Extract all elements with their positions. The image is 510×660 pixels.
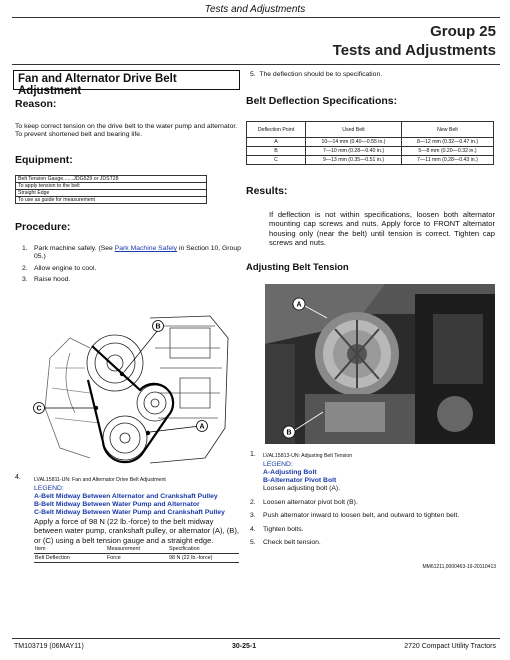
list-item <box>22 276 242 284</box>
table-header: Used Belt <box>306 122 402 138</box>
step-text: Raise hood. <box>34 276 71 284</box>
step-number: 5. <box>250 71 256 78</box>
header-rule <box>12 17 500 18</box>
list-item <box>22 265 242 273</box>
loosen-adjusting-bolt-text: Loosen adjusting bolt (A). <box>263 485 341 492</box>
section-title-box <box>13 70 240 97</box>
table-cell: Belt Deflection <box>35 555 70 561</box>
step-text: Push alternator inward to loosen belt, and outward to tighten belt. <box>263 512 460 520</box>
section-title: Fan and Alternator Drive Belt Adjustment <box>18 73 177 97</box>
adjust-steps <box>250 499 496 548</box>
title-rule <box>12 64 500 65</box>
list-item <box>22 245 242 262</box>
step-text: Check belt tension. <box>263 539 321 547</box>
step-number: 4. <box>15 474 21 481</box>
callout-b: B <box>155 323 161 331</box>
callout-c: C <box>36 405 42 413</box>
legend-item: C-Belt Midway Between Water Pump and Crankshaft Pulley <box>34 509 225 516</box>
equipment-use: To apply tension to the belt <box>16 183 207 190</box>
step-text <box>34 245 242 262</box>
step-text: Allow engine to cool. <box>34 264 97 272</box>
table-header: New Belt <box>402 122 494 138</box>
legend-title: LEGEND: <box>34 485 64 492</box>
engine-belt-diagram <box>30 308 235 468</box>
running-header: Tests and Adjustments <box>204 4 306 15</box>
table-cell: Force <box>107 555 121 561</box>
group-title: Tests and Adjustments <box>332 42 496 59</box>
equipment-name: Straight Edge <box>16 190 207 197</box>
step-number: 2. <box>250 499 256 506</box>
list-item <box>250 526 496 534</box>
table-row <box>247 156 494 165</box>
table-cell: 7—11 mm (0.28—0.43 in.) <box>402 156 494 165</box>
adjust-heading: Adjusting Belt Tension <box>246 262 349 273</box>
legend-title: LEGEND: <box>263 461 293 468</box>
legend-item: A-Belt Midway Between Alternator and Crankshaft Pulley <box>34 493 218 500</box>
engine-drawing <box>30 308 235 468</box>
table-cell: 9—13 mm (0.35—0.51 in.) <box>306 156 402 165</box>
table-header: Specification <box>169 546 200 552</box>
callout-b: B <box>286 429 292 437</box>
belt-deflection-spec-table <box>246 121 494 165</box>
step-number: 2. <box>22 264 28 272</box>
step-number: 5. <box>250 539 256 547</box>
reason-text: To keep correct tension on the drive belt to the water pump and alternator. To prevent shortened belt and bearing life. <box>15 123 238 139</box>
table-cell: B <box>247 147 306 156</box>
table-cell: 5—8 mm (0.20—0.32 in.) <box>402 147 494 156</box>
legend-item: B-Alternator Pivot Bolt <box>263 477 337 484</box>
footer-page-number: 30-25-1 <box>232 643 257 650</box>
table-row <box>247 147 494 156</box>
footer-product: 2720 Compact Utility Tractors <box>404 643 496 650</box>
procedure-steps <box>22 245 242 285</box>
figure-caption: LVAL15813-UN: Adjusting Belt Tension <box>263 453 353 459</box>
table-header: Item <box>35 546 46 552</box>
legend-item: A-Adjusting Bolt <box>263 469 317 476</box>
list-item <box>250 512 496 520</box>
alternator-photo-image <box>265 284 495 444</box>
table-header: Deflection Point <box>247 122 306 138</box>
step-text: Tighten bolts. <box>263 525 304 533</box>
step-number: 3. <box>22 276 28 284</box>
table-cell: 98 N (22 lb.-force) <box>169 555 213 561</box>
equipment-name: Belt Tension Gauge.......JDG529 or JDST28 <box>16 176 207 183</box>
equipment-table <box>15 175 207 204</box>
step-number: 4. <box>250 525 256 533</box>
results-text: If deflection is not within specifications, loosen both alternator mounting cap screws and nuts. Apply force to FRONT alternator housing only (near the belt) until tension is correct. Tighten cap screws and nuts. <box>269 210 495 248</box>
spec-heading: Belt Deflection Specifications: <box>246 95 398 107</box>
table-row <box>247 138 494 147</box>
table-cell: 10—14 mm (0.40—0.55 in.) <box>306 138 402 147</box>
reason-heading: Reason: <box>15 98 57 110</box>
callout-a: A <box>199 423 205 431</box>
alternator-photo <box>265 284 495 444</box>
step-5-deflection <box>250 71 382 79</box>
figure-caption: LVAL15811-UN: Fan and Alternator Drive Belt Adjustment <box>34 477 166 483</box>
table-cell: C <box>247 156 306 165</box>
table-cell: 8—12 mm (0.32—0.47 in.) <box>402 138 494 147</box>
step-number: 1. <box>250 451 256 458</box>
step-text-pre: Park machine safely. (See <box>34 245 115 252</box>
list-item <box>250 539 496 547</box>
step-text: The deflection should be to specification. <box>259 71 383 78</box>
force-spec-table <box>34 545 239 563</box>
callout-a: A <box>296 301 302 309</box>
document-id: MM61211,0000463-19-20110413 <box>422 564 496 570</box>
legend-item: B-Belt Midway Between Water Pump and Alternator <box>34 501 200 508</box>
footer-rule <box>12 638 500 639</box>
step-number: 3. <box>250 512 256 520</box>
step4-text: Apply a force of 98 N (22 lb.-force) to the belt midway between water pump, crankshaft pulley, or alternator (A), (B), or (C) using a belt tension gauge and a straight edge. <box>34 517 239 545</box>
table-header: Measurement <box>107 546 140 552</box>
step-number: 1. <box>22 245 28 252</box>
procedure-heading: Procedure: <box>15 221 71 233</box>
list-item <box>250 499 496 507</box>
equipment-use: To use as guide for measurement <box>16 197 207 204</box>
results-heading: Results: <box>246 185 288 197</box>
step-text-post: in Section 10, Group 05.) <box>34 245 241 261</box>
group-number: Group 25 <box>430 23 496 40</box>
equipment-heading: Equipment: <box>15 154 73 166</box>
step-text: Loosen alternator pivot bolt (B). <box>263 499 358 506</box>
table-cell: 7—10 mm (0.28—0.40 in.) <box>306 147 402 156</box>
park-machine-safely-link[interactable]: Park Machine Safely <box>114 245 178 252</box>
table-cell: A <box>247 138 306 147</box>
footer-tm-number: TM103719 (06MAY11) <box>14 643 84 650</box>
